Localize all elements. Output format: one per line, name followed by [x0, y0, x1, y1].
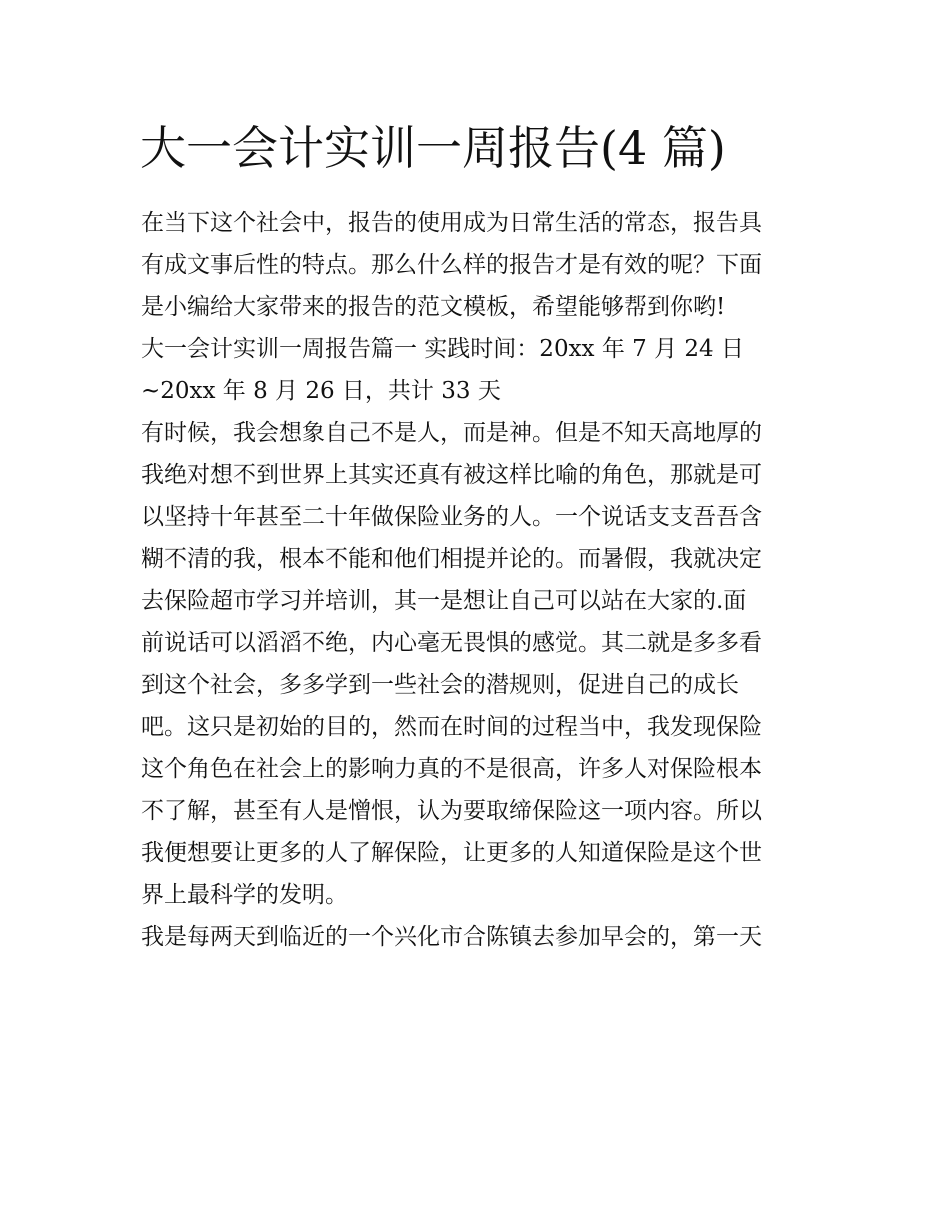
text-line: 糊不清的我，根本不能和他们相提并论的。而暑假，我就决定: [141, 546, 762, 572]
document-body: [141, 202, 813, 958]
text-line: ~20xx 年 8 月 26 日，共计 33 天: [141, 378, 501, 404]
text-line: 这个角色在社会上的影响力真的不是很高，许多人对保险根本: [141, 756, 762, 782]
text-line: 不了解，甚至有人是憎恨，认为要取缔保险这一项内容。所以: [141, 798, 762, 824]
paragraph-heading-1: [141, 328, 813, 412]
text-line: 以坚持十年甚至二十年做保险业务的人。一个说话支支吾吾含: [141, 504, 762, 530]
paragraph-intro: [141, 202, 813, 328]
text-line: 有成文事后性的特点。那么什么样的报告才是有效的呢？下面: [141, 252, 762, 278]
text-line: 界上最科学的发明。: [141, 882, 348, 908]
text-line: 吧。这只是初始的目的，然而在时间的过程当中，我发现保险: [141, 714, 762, 740]
text-line: 我绝对想不到世界上其实还真有被这样比喻的角色，那就是可: [141, 462, 762, 488]
paragraph-body-1: [141, 412, 813, 916]
paragraph-body-2: [141, 916, 813, 958]
text-line: 到这个社会，多多学到一些社会的潜规则，促进自己的成长: [141, 672, 739, 698]
text-line: 我是每两天到临近的一个兴化市合陈镇去参加早会的，第一天: [141, 924, 762, 950]
text-line: 在当下这个社会中，报告的使用成为日常生活的常态，报告具: [141, 210, 762, 236]
text-line: 我便想要让更多的人了解保险，让更多的人知道保险是这个世: [141, 840, 762, 866]
text-line: 有时候，我会想象自己不是人，而是神。但是不知天高地厚的: [141, 420, 762, 446]
text-line: 前说话可以滔滔不绝，内心毫无畏惧的感觉。其二就是多多看: [141, 630, 762, 656]
text-line: 去保险超市学习并培训，其一是想让自己可以站在大家的.面: [141, 588, 747, 614]
document-title: 大一会计实训一周报告(4 篇): [140, 121, 726, 175]
text-line: 大一会计实训一周报告篇一 实践时间：20xx 年 7 月 24 日: [141, 336, 744, 362]
text-line: 是小编给大家带来的报告的范文模板，希望能够帮到你哟!: [141, 294, 726, 320]
